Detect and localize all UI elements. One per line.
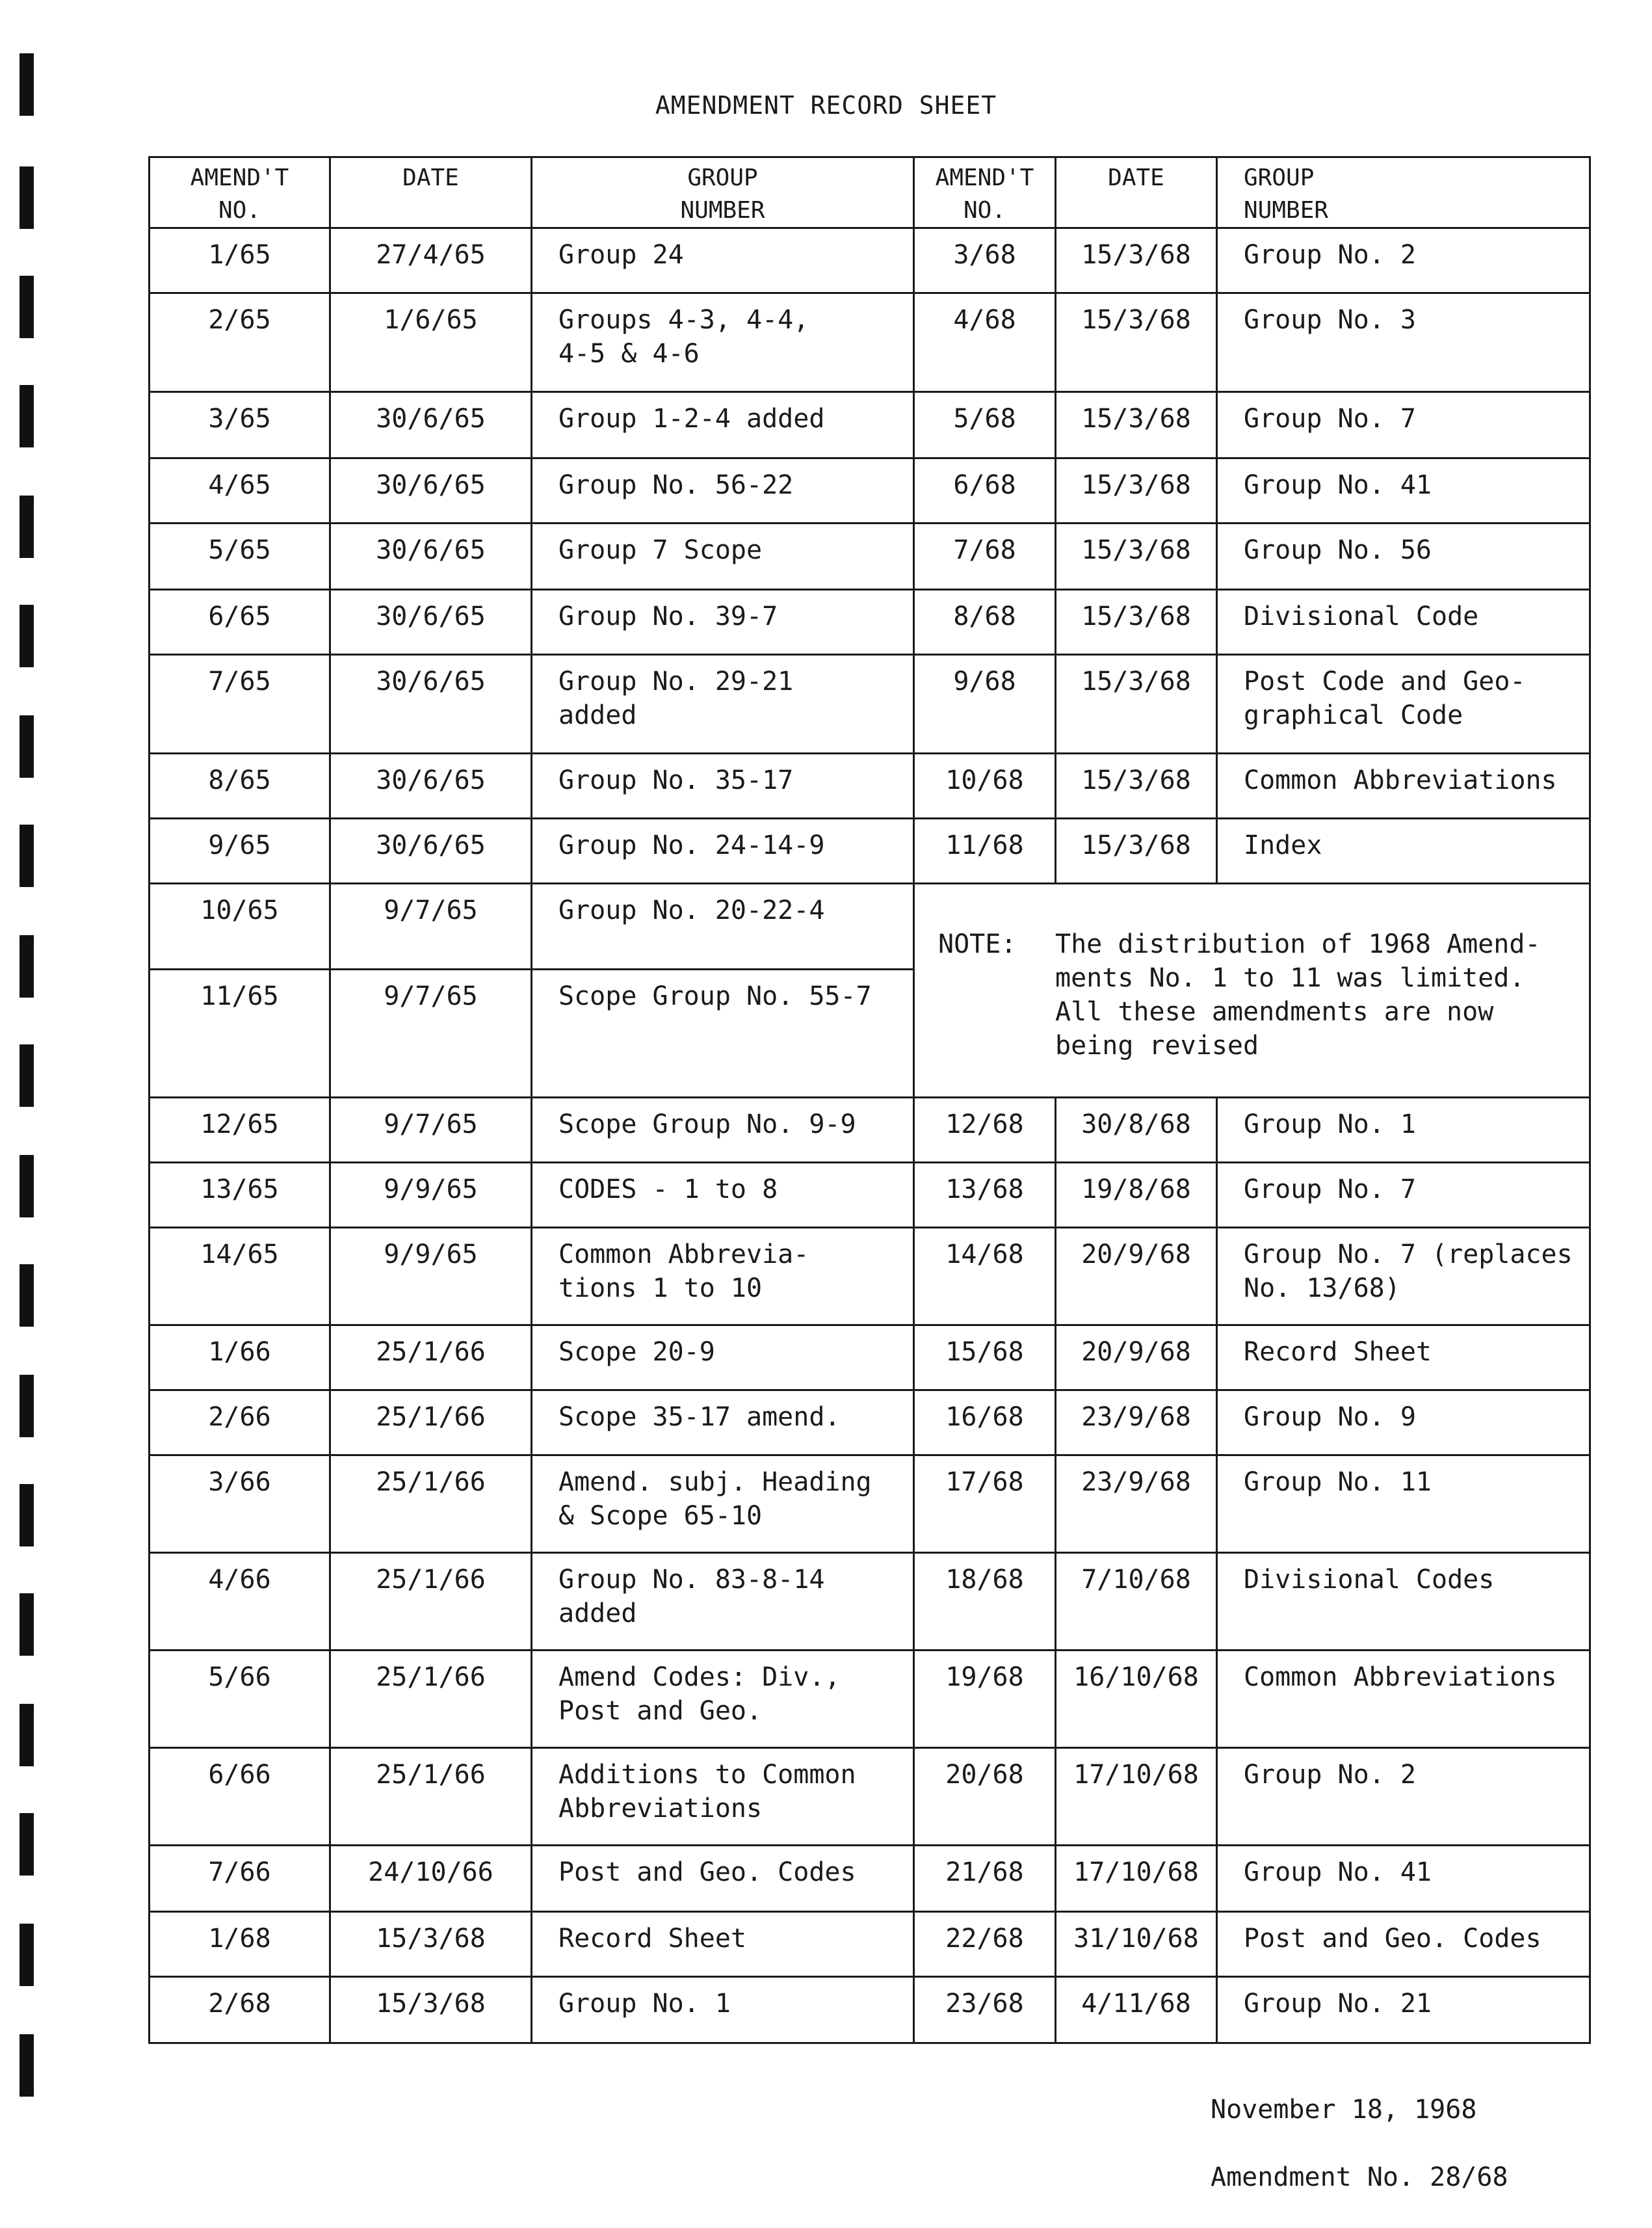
group-number: Group No. 9 (1217, 1390, 1590, 1455)
amendment-date: 9/7/65 (330, 884, 532, 970)
group-number: Common Abbrevia- tions 1 to 10 (532, 1228, 914, 1325)
group-number: Group No. 1 (1217, 1098, 1590, 1163)
amendment-number: 1/66 (150, 1325, 330, 1390)
group-number: Additions to Common Abbreviations (532, 1748, 914, 1846)
amendment-number: 12/65 (150, 1098, 330, 1163)
group-number: Common Abbreviations (1217, 754, 1590, 819)
binder-hole (20, 385, 34, 447)
binder-hole (20, 1044, 34, 1107)
amendment-date: 23/9/68 (1056, 1455, 1217, 1553)
amendment-number: 17/68 (914, 1455, 1056, 1553)
amendment-date: 23/9/68 (1056, 1390, 1217, 1455)
column-header: AMEND'T NO. (150, 157, 330, 228)
page-title: AMENDMENT RECORD SHEET (655, 91, 997, 120)
binder-hole (20, 1375, 34, 1437)
amendment-number: 6/66 (150, 1748, 330, 1846)
group-number: Divisional Code (1217, 590, 1590, 655)
amendment-number: 2/65 (150, 293, 330, 392)
group-number: Record Sheet (1217, 1325, 1590, 1390)
table-row (150, 655, 1590, 754)
amendment-table (148, 156, 1591, 2044)
amendment-number: 8/65 (150, 754, 330, 819)
amendment-date: 24/10/66 (330, 1846, 532, 1912)
amendment-date: 25/1/66 (330, 1748, 532, 1846)
amendment-date: 15/3/68 (330, 1912, 532, 1977)
amendment-date: 15/3/68 (1056, 228, 1217, 293)
amendment-number: 22/68 (914, 1912, 1056, 1977)
group-number: Amend Codes: Div., Post and Geo. (532, 1651, 914, 1748)
group-number: Group No. 21 (1217, 1977, 1590, 2043)
group-number: Group No. 3 (1217, 293, 1590, 392)
binder-hole (20, 276, 34, 338)
table-row (150, 1325, 1590, 1390)
group-number: Index (1217, 819, 1590, 884)
binder-hole (20, 715, 34, 778)
group-number: Post and Geo. Codes (1217, 1912, 1590, 1977)
amendment-number: 18/68 (914, 1553, 1056, 1651)
footer-amendment: Amendment No. 28/68 (1211, 2162, 1508, 2192)
distribution-note (914, 884, 1590, 1098)
table-row (150, 1977, 1590, 2043)
amendment-number: 3/68 (914, 228, 1056, 293)
amendment-number: 5/65 (150, 524, 330, 590)
amendment-number: 10/65 (150, 884, 330, 970)
group-number: Group No. 2 (1217, 228, 1590, 293)
amendment-number: 4/68 (914, 293, 1056, 392)
amendment-number: 20/68 (914, 1748, 1056, 1846)
amendment-date: 9/7/65 (330, 969, 532, 1097)
group-number: Post Code and Geo- graphical Code (1217, 655, 1590, 754)
group-number: Scope 35-17 amend. (532, 1390, 914, 1455)
amendment-number: 14/68 (914, 1228, 1056, 1325)
amendment-number: 7/68 (914, 524, 1056, 590)
table-row (150, 1651, 1590, 1748)
binder-hole (20, 1704, 34, 1766)
group-number: Group No. 39-7 (532, 590, 914, 655)
group-number: Amend. subj. Heading & Scope 65-10 (532, 1455, 914, 1553)
group-number: Groups 4-3, 4-4, 4-5 & 4-6 (532, 293, 914, 392)
group-number: Group No. 41 (1217, 458, 1590, 524)
amendment-number: 2/68 (150, 1977, 330, 2043)
amendment-number: 4/65 (150, 458, 330, 524)
group-number: Group No. 83-8-14 added (532, 1553, 914, 1651)
group-number: Group No. 1 (532, 1977, 914, 2043)
column-header: GROUP NUMBER (1217, 157, 1590, 228)
table-row (150, 1846, 1590, 1912)
amendment-number: 8/68 (914, 590, 1056, 655)
amendment-date: 30/6/65 (330, 524, 532, 590)
column-header: GROUP NUMBER (532, 157, 914, 228)
group-number: Scope Group No. 55-7 (532, 969, 914, 1097)
group-number: Scope 20-9 (532, 1325, 914, 1390)
amendment-date: 15/3/68 (1056, 524, 1217, 590)
amendment-date: 20/9/68 (1056, 1228, 1217, 1325)
amendment-date: 15/3/68 (1056, 655, 1217, 754)
amendment-number: 7/66 (150, 1846, 330, 1912)
table-row (150, 293, 1590, 392)
amendment-number: 9/68 (914, 655, 1056, 754)
table-row (150, 228, 1590, 293)
amendment-number: 11/65 (150, 969, 330, 1097)
table-row (150, 392, 1590, 458)
group-number: Group 24 (532, 228, 914, 293)
amendment-date: 25/1/66 (330, 1553, 532, 1651)
group-number: Divisional Codes (1217, 1553, 1590, 1651)
table-row (150, 1455, 1590, 1553)
group-number: Record Sheet (532, 1912, 914, 1977)
table-row (150, 819, 1590, 884)
table-row (150, 1912, 1590, 1977)
amendment-number: 11/68 (914, 819, 1056, 884)
table-row (150, 1098, 1590, 1163)
group-number: Post and Geo. Codes (532, 1846, 914, 1912)
binder-hole (20, 1155, 34, 1217)
amendment-number: 19/68 (914, 1651, 1056, 1748)
table-row (150, 754, 1590, 819)
table-row (150, 884, 1590, 970)
amendment-date: 20/9/68 (1056, 1325, 1217, 1390)
amendment-number: 21/68 (914, 1846, 1056, 1912)
binder-hole (20, 825, 34, 887)
group-number: Group No. 29-21 added (532, 655, 914, 754)
note-text: The distribution of 1968 Amend- ments No. 1 to 11 was limited. All these amendments are now being revised (1055, 929, 1541, 1061)
amendment-number: 5/66 (150, 1651, 330, 1748)
amendment-number: 1/65 (150, 228, 330, 293)
column-header: DATE (1056, 157, 1217, 228)
amendment-date: 19/8/68 (1056, 1163, 1217, 1228)
group-number: Group No. 56-22 (532, 458, 914, 524)
amendment-date: 15/3/68 (1056, 590, 1217, 655)
binder-hole (20, 1484, 34, 1546)
amendment-number: 14/65 (150, 1228, 330, 1325)
amendment-date: 31/10/68 (1056, 1912, 1217, 1977)
group-number: Group No. 7 (1217, 1163, 1590, 1228)
table-row (150, 1748, 1590, 1846)
binder-hole (20, 166, 34, 229)
amendment-date: 17/10/68 (1056, 1748, 1217, 1846)
group-number: Group No. 20-22-4 (532, 884, 914, 970)
amendment-date: 15/3/68 (330, 1977, 532, 2043)
amendment-number: 10/68 (914, 754, 1056, 819)
footer-date: November 18, 1968 (1211, 2095, 1477, 2125)
table-row (150, 1163, 1590, 1228)
amendment-date: 30/6/65 (330, 458, 532, 524)
amendment-date: 30/8/68 (1056, 1098, 1217, 1163)
binder-hole (20, 2034, 34, 2097)
amendment-number: 15/68 (914, 1325, 1056, 1390)
binder-hole (20, 1813, 34, 1876)
amendment-number: 1/68 (150, 1912, 330, 1977)
amendment-number: 5/68 (914, 392, 1056, 458)
amendment-number: 4/66 (150, 1553, 330, 1651)
amendment-number: 12/68 (914, 1098, 1056, 1163)
amendment-date: 9/9/65 (330, 1163, 532, 1228)
amendment-date: 30/6/65 (330, 590, 532, 655)
table-row (150, 1390, 1590, 1455)
group-number: Group No. 2 (1217, 1748, 1590, 1846)
amendment-date: 1/6/65 (330, 293, 532, 392)
table-row (150, 458, 1590, 524)
column-header: DATE (330, 157, 532, 228)
group-number: Common Abbreviations (1217, 1651, 1590, 1748)
group-number: Group No. 7 (1217, 392, 1590, 458)
group-number: Group 1-2-4 added (532, 392, 914, 458)
amendment-date: 25/1/66 (330, 1651, 532, 1748)
amendment-date: 7/10/68 (1056, 1553, 1217, 1651)
amendment-date: 15/3/68 (1056, 819, 1217, 884)
group-number: Group No. 24-14-9 (532, 819, 914, 884)
group-number: Group No. 41 (1217, 1846, 1590, 1912)
amendment-date: 9/9/65 (330, 1228, 532, 1325)
binder-hole (20, 1593, 34, 1656)
amendment-date: 15/3/68 (1056, 293, 1217, 392)
amendment-date: 9/7/65 (330, 1098, 532, 1163)
table-row (150, 1553, 1590, 1651)
amendment-date: 15/3/68 (1056, 392, 1217, 458)
amendment-number: 23/68 (914, 1977, 1056, 2043)
amendment-date: 25/1/66 (330, 1390, 532, 1455)
group-number: Group No. 35-17 (532, 754, 914, 819)
group-number: Group No. 56 (1217, 524, 1590, 590)
amendment-number: 6/65 (150, 590, 330, 655)
amendment-date: 17/10/68 (1056, 1846, 1217, 1912)
amendment-date: 16/10/68 (1056, 1651, 1217, 1748)
binder-hole (20, 1924, 34, 1986)
amendment-number: 13/68 (914, 1163, 1056, 1228)
amendment-date: 15/3/68 (1056, 458, 1217, 524)
amendment-number: 2/66 (150, 1390, 330, 1455)
amendment-number: 6/68 (914, 458, 1056, 524)
table-row (150, 1228, 1590, 1325)
group-number: Group No. 7 (replaces No. 13/68) (1217, 1228, 1590, 1325)
amendment-number: 3/66 (150, 1455, 330, 1553)
amendment-number: 7/65 (150, 655, 330, 754)
amendment-date: 25/1/66 (330, 1325, 532, 1390)
amendment-date: 30/6/65 (330, 655, 532, 754)
binder-hole (20, 605, 34, 667)
amendment-date: 30/6/65 (330, 392, 532, 458)
group-number: Scope Group No. 9-9 (532, 1098, 914, 1163)
note-label: NOTE: (938, 929, 1017, 959)
group-number: CODES - 1 to 8 (532, 1163, 914, 1228)
amendment-date: 4/11/68 (1056, 1977, 1217, 2043)
column-header: AMEND'T NO. (914, 157, 1056, 228)
binder-hole (20, 496, 34, 558)
amendment-number: 9/65 (150, 819, 330, 884)
amendment-date: 27/4/65 (330, 228, 532, 293)
amendment-date: 25/1/66 (330, 1455, 532, 1553)
group-number: Group 7 Scope (532, 524, 914, 590)
amendment-number: 3/65 (150, 392, 330, 458)
group-number: Group No. 11 (1217, 1455, 1590, 1553)
amendment-number: 16/68 (914, 1390, 1056, 1455)
table-row (150, 590, 1590, 655)
binder-hole (20, 1264, 34, 1327)
amendment-date: 30/6/65 (330, 819, 532, 884)
footer (1211, 2059, 1508, 2228)
amendment-date: 15/3/68 (1056, 754, 1217, 819)
binder-hole (20, 935, 34, 998)
amendment-date: 30/6/65 (330, 754, 532, 819)
table-row (150, 524, 1590, 590)
amendment-number: 13/65 (150, 1163, 330, 1228)
